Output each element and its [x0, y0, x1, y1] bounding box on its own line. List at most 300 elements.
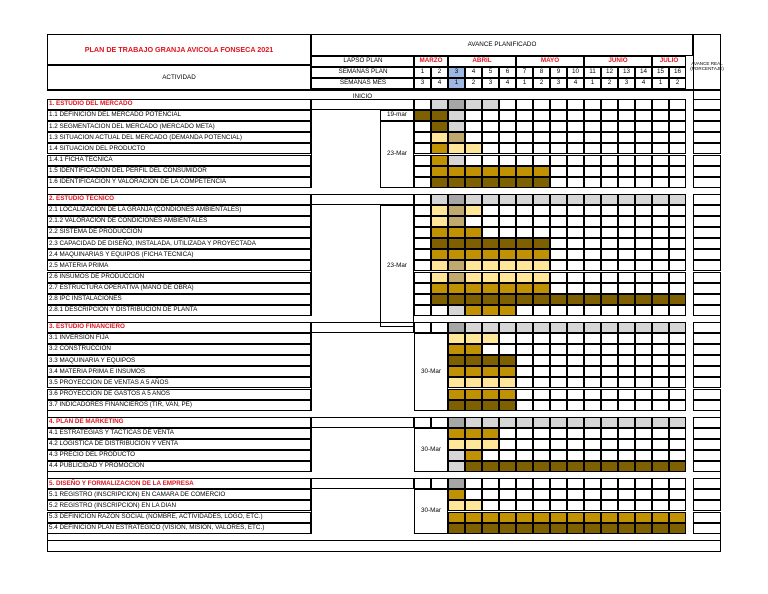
gantt-cell [465, 322, 482, 333]
gantt-cell [567, 500, 584, 511]
gantt-cell [448, 194, 465, 205]
activity-label: 2.3 CAPACIDAD DE DISEÑO, INSTALADA, UTILIZADA Y PROYECTADA [47, 238, 311, 249]
gantt-cell [482, 439, 499, 450]
gantt-cell [533, 238, 550, 249]
gantt-cell [601, 238, 618, 249]
gantt-cell [550, 177, 567, 188]
section-spacer [311, 322, 414, 333]
gantt-cell [567, 428, 584, 439]
gantt-cell [516, 205, 533, 216]
gantt-cell [550, 489, 567, 500]
gantt-cell [601, 489, 618, 500]
gantt-cell [652, 249, 669, 260]
gantt-cell [584, 333, 601, 344]
gantt-cell [533, 132, 550, 143]
gantt-cell [516, 294, 533, 305]
gantt-cell [465, 439, 482, 450]
avance-real-cell [693, 500, 721, 511]
gantt-cell [448, 400, 465, 411]
week-mes-cell: 1 [584, 78, 601, 89]
gantt-cell [465, 238, 482, 249]
gantt-cell [567, 389, 584, 400]
gantt-cell [516, 227, 533, 238]
gantt-cell [635, 333, 652, 344]
gantt-cell [550, 377, 567, 388]
section-title: 2. ESTUDIO TECNICO [47, 194, 311, 205]
gantt-cell [550, 110, 567, 121]
gantt-cell [550, 249, 567, 260]
week-plan-cell: 5 [482, 67, 499, 78]
gantt-cell [618, 132, 635, 143]
gantt-cell [635, 155, 652, 166]
gantt-cell [431, 478, 448, 489]
gantt-cell [618, 249, 635, 260]
gantt-cell [652, 238, 669, 249]
gantt-cell [499, 166, 516, 177]
activity-label: 1.2 SEGMENTACION DEL MERCADO (MERCADO META) [47, 121, 311, 132]
gantt-cell [431, 143, 448, 154]
gantt-cell [499, 249, 516, 260]
gantt-cell [601, 166, 618, 177]
gantt-cell [584, 227, 601, 238]
gantt-cell [618, 166, 635, 177]
date-column-bg [311, 428, 414, 472]
gantt-cell [669, 428, 686, 439]
gantt-cell [550, 355, 567, 366]
activity-label: 1.4 SITUACION DEL PRODUCTO [47, 143, 311, 154]
gantt-cell [669, 205, 686, 216]
activity-label: 3.3 MAQUINARIA Y EQUIPOS [47, 355, 311, 366]
gantt-cell [414, 143, 431, 154]
gantt-cell [652, 283, 669, 294]
gantt-cell [652, 500, 669, 511]
gantt-cell [448, 478, 465, 489]
gantt-cell [482, 344, 499, 355]
gantt-cell [448, 216, 465, 227]
gantt-cell [635, 500, 652, 511]
sheet-bottom [47, 540, 721, 552]
gantt-cell [465, 143, 482, 154]
gantt-cell [550, 283, 567, 294]
gantt-cell [601, 428, 618, 439]
gantt-cell [499, 400, 516, 411]
gantt-cell [669, 143, 686, 154]
gantt-cell [465, 132, 482, 143]
gantt-cell [618, 99, 635, 110]
gantt-cell [652, 155, 669, 166]
gantt-cell [482, 512, 499, 523]
date-column-bg [311, 489, 414, 533]
gantt-cell [652, 216, 669, 227]
gantt-cell [533, 450, 550, 461]
week-mes-cell: 4 [499, 78, 516, 89]
gantt-cell [635, 143, 652, 154]
week-mes-cell: 1 [652, 78, 669, 89]
activity-label: 2.4 MAQUINARIAS Y EQUIPOS (FICHA TECNICA) [47, 249, 311, 260]
gantt-cell [669, 366, 686, 377]
activity-label: 4.3 PRECIO DEL PRODUCTO [47, 450, 311, 461]
gantt-cell [482, 166, 499, 177]
gantt-cell [550, 523, 567, 534]
gantt-cell [465, 500, 482, 511]
gantt-cell [652, 110, 669, 121]
gantt-cell [482, 450, 499, 461]
avance-real-cell [693, 155, 721, 166]
gantt-cell [635, 227, 652, 238]
gantt-cell [499, 439, 516, 450]
section-title: 1. ESTUDIO DEL MERCADO [47, 99, 311, 110]
avance-real-cell [693, 216, 721, 227]
gantt-cell [669, 417, 686, 428]
gantt-cell [431, 205, 448, 216]
gantt-cell [516, 249, 533, 260]
avance-real-cell [693, 344, 721, 355]
gantt-cell [584, 216, 601, 227]
gantt-cell [482, 227, 499, 238]
gantt-cell [584, 400, 601, 411]
gantt-cell [567, 249, 584, 260]
gantt-cell [635, 194, 652, 205]
gantt-cell [533, 478, 550, 489]
gantt-cell [482, 333, 499, 344]
gantt-cell [584, 417, 601, 428]
gantt-cell [618, 500, 635, 511]
gantt-cell [516, 283, 533, 294]
gantt-cell [499, 283, 516, 294]
gantt-cell [635, 99, 652, 110]
gantt-cell [465, 489, 482, 500]
gantt-cell [567, 377, 584, 388]
gantt-cell [448, 355, 465, 366]
avance-real-cell [693, 450, 721, 461]
gantt-cell [618, 322, 635, 333]
gantt-cell [533, 400, 550, 411]
gantt-cell [516, 500, 533, 511]
gantt-cell [482, 322, 499, 333]
gantt-cell [567, 205, 584, 216]
gantt-cell [533, 155, 550, 166]
gantt-cell [499, 110, 516, 121]
gantt-cell [584, 305, 601, 316]
gantt-cell [465, 283, 482, 294]
avance-real-cell [693, 478, 721, 489]
gantt-cell [448, 417, 465, 428]
gantt-cell [482, 249, 499, 260]
gantt-cell [516, 194, 533, 205]
gantt-cell [533, 523, 550, 534]
gantt-cell [448, 389, 465, 400]
semanas-mes-label: SEMANAS MES [311, 78, 414, 89]
gantt-cell [652, 389, 669, 400]
gantt-cell [550, 439, 567, 450]
gantt-cell [550, 272, 567, 283]
week-plan-cell: 3 [448, 67, 465, 78]
avance-real-cell [693, 132, 721, 143]
gantt-cell [448, 333, 465, 344]
gantt-cell [669, 272, 686, 283]
gantt-cell [601, 333, 618, 344]
gantt-cell [584, 428, 601, 439]
gantt-cell [499, 489, 516, 500]
gantt-cell [584, 377, 601, 388]
gantt-cell [635, 523, 652, 534]
week-plan-cell: 11 [584, 67, 601, 78]
gantt-cell [533, 166, 550, 177]
gantt-cell [618, 400, 635, 411]
gantt-cell [584, 205, 601, 216]
gantt-cell [448, 121, 465, 132]
gantt-cell [618, 489, 635, 500]
inicio-label: INICIO [352, 93, 373, 101]
gantt-cell [618, 428, 635, 439]
gantt-cell [414, 155, 431, 166]
gantt-cell [635, 377, 652, 388]
gantt-cell [516, 489, 533, 500]
gantt-cell [584, 489, 601, 500]
gantt-cell [533, 439, 550, 450]
gantt-cell [635, 205, 652, 216]
gantt-cell [601, 205, 618, 216]
gantt-cell [669, 500, 686, 511]
gantt-cell [652, 166, 669, 177]
gantt-cell [635, 216, 652, 227]
gantt-cell [584, 283, 601, 294]
gantt-cell [567, 166, 584, 177]
gantt-cell [414, 260, 431, 271]
gantt-cell [482, 478, 499, 489]
gantt-cell [618, 333, 635, 344]
activity-label: 3.2 CONSTRUCCION [47, 344, 311, 355]
gantt-cell [652, 344, 669, 355]
gantt-cell [601, 417, 618, 428]
gantt-cell [567, 478, 584, 489]
gantt-cell [465, 305, 482, 316]
gantt-cell [567, 523, 584, 534]
gantt-cell [482, 389, 499, 400]
gantt-cell [516, 177, 533, 188]
gantt-cell [669, 166, 686, 177]
gantt-cell [533, 512, 550, 523]
gantt-cell [669, 389, 686, 400]
gantt-cell [669, 216, 686, 227]
gantt-cell [482, 294, 499, 305]
gantt-cell [584, 355, 601, 366]
gantt-cell [618, 272, 635, 283]
gantt-cell [414, 249, 431, 260]
gantt-cell [516, 166, 533, 177]
gantt-cell [618, 294, 635, 305]
gantt-cell [635, 366, 652, 377]
avance-real-cell [693, 272, 721, 283]
gantt-cell [414, 238, 431, 249]
section-title: 3. ESTUDIO FINANCIERO [47, 322, 311, 333]
gantt-cell [516, 523, 533, 534]
gantt-cell [652, 132, 669, 143]
gantt-cell [516, 377, 533, 388]
gantt-cell [601, 344, 618, 355]
gantt-cell [533, 99, 550, 110]
gantt-cell [448, 99, 465, 110]
gantt-cell [584, 389, 601, 400]
gantt-cell [601, 132, 618, 143]
avance-real-cell [693, 205, 721, 216]
gantt-cell [482, 132, 499, 143]
gantt-cell [618, 439, 635, 450]
gantt-cell [431, 132, 448, 143]
gantt-cell [533, 428, 550, 439]
gantt-cell [550, 143, 567, 154]
gantt-cell [652, 377, 669, 388]
week-mes-cell: 3 [414, 78, 431, 89]
gantt-cell [635, 461, 652, 472]
gantt-cell [516, 344, 533, 355]
gantt-cell [482, 110, 499, 121]
gantt-cell [652, 489, 669, 500]
gantt-cell [618, 110, 635, 121]
gantt-cell [448, 523, 465, 534]
gantt-cell [635, 478, 652, 489]
gantt-cell [448, 377, 465, 388]
gantt-cell [601, 227, 618, 238]
gantt-cell [652, 428, 669, 439]
gantt-cell [448, 461, 465, 472]
start-date: 19-mar [380, 110, 414, 121]
gantt-cell [499, 177, 516, 188]
gantt-cell [516, 450, 533, 461]
gantt-cell [550, 366, 567, 377]
gantt-cell [414, 227, 431, 238]
gantt-cell [669, 322, 686, 333]
gantt-cell [550, 333, 567, 344]
gantt-cell [669, 450, 686, 461]
gantt-cell [669, 489, 686, 500]
gantt-cell [601, 322, 618, 333]
gantt-cell [499, 461, 516, 472]
gantt-cell [482, 216, 499, 227]
gantt-cell [431, 166, 448, 177]
gantt-cell [618, 194, 635, 205]
gantt-cell [533, 322, 550, 333]
gantt-cell [584, 478, 601, 489]
gantt-cell [499, 205, 516, 216]
activity-label: 3.4 MATERIA PRIMA E INSUMOS [47, 366, 311, 377]
gantt-cell [669, 439, 686, 450]
activity-label: 3.5 PROYECCION DE VENTAS A 5 AÑOS [47, 377, 311, 388]
gantt-cell [516, 132, 533, 143]
gantt-cell [499, 333, 516, 344]
gantt-cell [482, 305, 499, 316]
gantt-cell [550, 450, 567, 461]
gantt-cell [567, 260, 584, 271]
gantt-cell [482, 500, 499, 511]
gantt-cell [448, 110, 465, 121]
gantt-cell [516, 478, 533, 489]
gantt-cell [465, 155, 482, 166]
gantt-cell [669, 478, 686, 489]
gantt-cell [618, 389, 635, 400]
gantt-cell [482, 121, 499, 132]
week-plan-cell: 1 [414, 67, 431, 78]
gantt-cell [414, 194, 431, 205]
gantt-cell [567, 366, 584, 377]
gantt-cell [448, 260, 465, 271]
gantt-cell [516, 428, 533, 439]
gantt-cell [516, 389, 533, 400]
start-date: 30-Mar [414, 489, 448, 533]
actividad-header: ACTIVIDAD [47, 65, 311, 91]
gantt-cell [567, 99, 584, 110]
gantt-cell [499, 143, 516, 154]
gantt-cell [601, 155, 618, 166]
gantt-cell [499, 500, 516, 511]
gantt-cell [499, 294, 516, 305]
activity-label: 2.6 INSUMOS DE PRODUCCION [47, 272, 311, 283]
gantt-cell [550, 305, 567, 316]
gantt-cell [567, 238, 584, 249]
gantt-cell [584, 439, 601, 450]
avance-real-cell [693, 333, 721, 344]
gantt-cell [499, 322, 516, 333]
gantt-cell [482, 99, 499, 110]
gantt-cell [669, 227, 686, 238]
gantt-cell [601, 305, 618, 316]
gantt-cell [652, 439, 669, 450]
avance-real-header: AVANCE REAL (PORCENTAJE) [693, 34, 721, 100]
gantt-cell [618, 523, 635, 534]
gantt-cell [431, 99, 448, 110]
week-plan-cell: 15 [652, 67, 669, 78]
gantt-cell [533, 177, 550, 188]
avance-real-cell [693, 99, 721, 110]
gantt-cell [499, 260, 516, 271]
avance-real-cell [693, 166, 721, 177]
avance-real-cell [693, 523, 721, 534]
gantt-cell [567, 322, 584, 333]
start-date: 23-Mar [380, 121, 414, 188]
gantt-cell [533, 377, 550, 388]
gantt-cell [516, 121, 533, 132]
gantt-cell [516, 110, 533, 121]
gantt-cell [550, 166, 567, 177]
gantt-cell [448, 143, 465, 154]
gantt-cell [601, 523, 618, 534]
gantt-cell [635, 249, 652, 260]
gantt-cell [499, 155, 516, 166]
gantt-cell [584, 132, 601, 143]
gantt-cell [584, 194, 601, 205]
gantt-cell [550, 478, 567, 489]
gantt-cell [669, 523, 686, 534]
month-header: JUNIO [584, 56, 652, 67]
week-mes-cell: 1 [448, 78, 465, 89]
gantt-cell [601, 177, 618, 188]
gantt-cell [550, 121, 567, 132]
gantt-cell [499, 272, 516, 283]
gantt-cell [652, 400, 669, 411]
gantt-cell [482, 238, 499, 249]
gantt-cell [448, 500, 465, 511]
gantt-cell [567, 272, 584, 283]
gantt-cell [499, 305, 516, 316]
gantt-cell [448, 322, 465, 333]
gantt-cell [533, 366, 550, 377]
gantt-cell [635, 177, 652, 188]
gantt-cell [516, 216, 533, 227]
gantt-cell [652, 355, 669, 366]
week-mes-cell: 4 [431, 78, 448, 89]
month-header: ABRIL [448, 56, 516, 67]
week-mes-cell: 2 [465, 78, 482, 89]
